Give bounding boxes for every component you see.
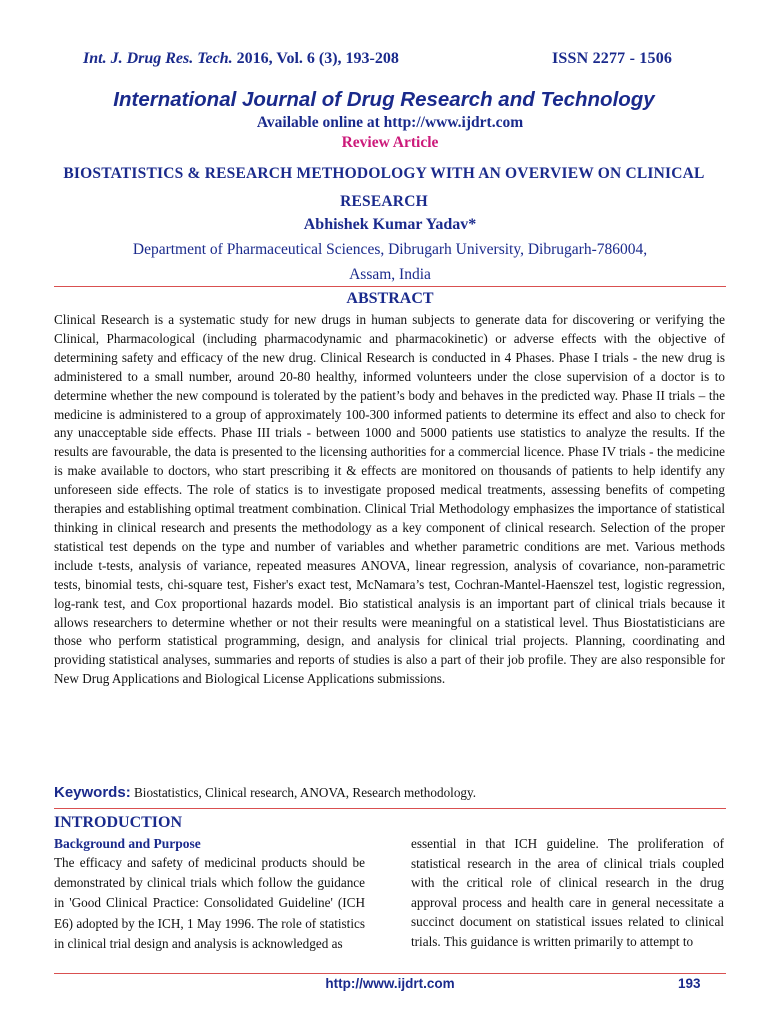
- paper-title: BIOSTATISTICS & RESEARCH METHODOLOGY WITH AN OVERVIEW ON CLINICAL RESEARCH: [63, 165, 705, 210]
- keywords-label: Keywords:: [54, 784, 131, 801]
- abstract-top-divider: [54, 286, 726, 287]
- author-affiliation: [80, 237, 700, 287]
- author-name: Abhishek Kumar Yadav*: [303, 216, 477, 233]
- footer-url-link[interactable]: http://www.ijdrt.com: [325, 976, 455, 991]
- abstract-text: Clinical Research is a systematic study for new drugs in human subjects to generate data for discovering or verifying the Clinical, Pharmacological (including pharmacodynamic and pharmacokinetic) or adverse effects with the objective of determining safety and efficacy of the new drug. Clinical Research is conducted in 4 Phases. Phase I trials - the new drug is administered to a small number, around 20-80 healthy, informed volunteers under the close supervision of a doctor is to determine whether the new compound is tolerated by the patient’s body and behaves in the predicted way. Phase II trials – the medicine is administered to a group of approximately 100-300 informed patients to determine its effect and also to check for any unacceptable side effects. Phase III trials - between 1000 and 5000 patients use statistics to analyze the results. If the results are favourable, the data is presented to the licensing authorities for a commercial licence. Phase IV trials - the medicine is make available to doctors, who start prescribing it & effects are monitored on thousands of patients to help identify any unforeseen side effects. The role of statics is to investigate proposed medical treatments, assessing benefits of competing therapies and establishing optimal treatment combination. Clinical Trial Methodology emphasizes the importance of statistical thinking in clinical research and presents the methodology as a key component of clinical research. Selection of the proper statistical test depends on the type and number of variables and whether parametric conditions are met. Various methods include t-tests, analysis of variance, repeated measures ANOVA, linear regression, analysis of covariance, non-parametric tests, binomial tests, chi-square test, Fisher's exact test, McNamara’s test, Cochran-Mantel-Haenszel test, logistic regression, log-rank test, and Cox proportional hazards model. Bio statistical analysis is an important part of clinical trials because it allows researchers to determine whether or not their results were meaningful on a statistical level. Thus Biostatisticians are those who perform statistical programming, design, and analysis for clinical trial projects. Planning, coordinating and providing statistical analyses, summaries and reports of studies is also a part of their job profile. They are also responsible for New Drug Applications and Biological License Applications submissions.: [54, 312, 725, 687]
- issn: ISSN 2277 - 1506: [552, 50, 673, 67]
- journal-abbreviation: Int. J. Drug Res. Tech.: [83, 50, 233, 67]
- page-number: 193: [678, 976, 701, 991]
- footer-divider: [54, 973, 726, 974]
- volume-issue-pages: 2016, Vol. 6 (3), 193-208: [236, 50, 399, 67]
- introduction-heading: INTRODUCTION: [54, 814, 183, 831]
- keywords-text: Biostatistics, Clinical research, ANOVA, Research methodology.: [133, 785, 477, 800]
- background-subheading: Background and Purpose: [54, 836, 201, 851]
- introduction-left-column: The efficacy and safety of medicinal products should be demonstrated by clinical trials which follow the guidance in 'Good Clinical Practice: Consolidated Guideline' (ICH E6) adopted by the ICH, 1 May 1996. The role of statistics in clinical trial design and analysis is acknowledged as: [54, 855, 365, 951]
- available-online-link[interactable]: Available online at http://www.ijdrt.com: [256, 114, 524, 131]
- introduction-right-column: essential in that ICH guideline. The proliferation of statistical research in the area of clinical trials coupled with the critical role of clinical research in the drug approval process and health care in general necessitate a succinct document on statistical issues related to clinical trials. This guidance is written primarily to attempt to: [411, 836, 724, 949]
- journal-title: International Journal of Drug Research and Technology: [113, 88, 655, 111]
- affiliation-line-2: Assam, India: [349, 266, 431, 283]
- keywords-divider: [54, 808, 726, 809]
- abstract-heading: ABSTRACT: [346, 290, 434, 307]
- keywords: [54, 784, 725, 801]
- citation: [83, 50, 399, 68]
- affiliation-line-1: Department of Pharmaceutical Sciences, Dibrugarh University, Dibrugarh-786004,: [132, 241, 648, 258]
- article-type: Review Article: [341, 134, 439, 151]
